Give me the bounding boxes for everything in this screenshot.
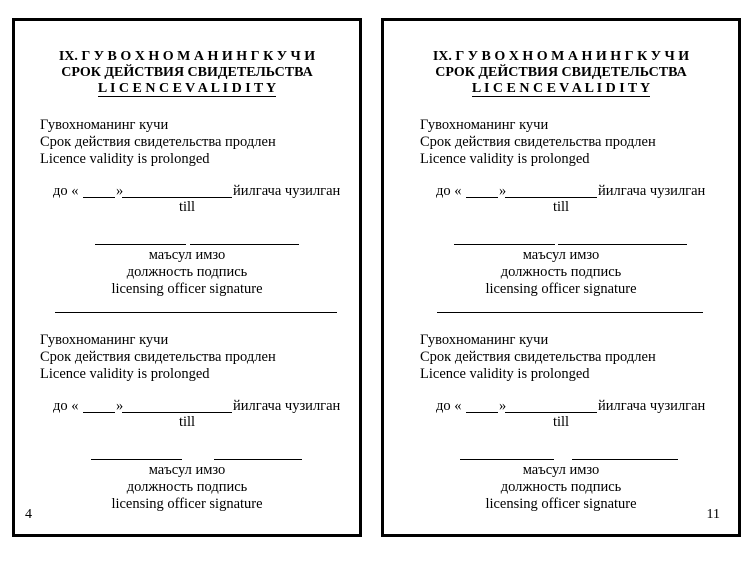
heading-line-uz: IX. Г У В О Х Н О М А Н И Н Г К У Ч И (432, 49, 690, 64)
until-prefix: до « (436, 183, 462, 199)
until-prefix: до « (53, 398, 79, 414)
entry-line-ru: Срок действия свидетельства продлен (420, 134, 656, 150)
position-label-ru: должность подпись (126, 264, 248, 280)
until-mid: » (116, 398, 124, 414)
position-label-ru: должность подпись (126, 479, 248, 495)
till-label: till (552, 414, 570, 430)
signature-field-line[interactable] (214, 459, 302, 460)
month-year-field-line[interactable] (122, 412, 232, 413)
signature-field-line[interactable] (558, 244, 687, 245)
position-field-line[interactable] (454, 244, 555, 245)
entry-line-uz: Гувохноманинг кучи (40, 332, 169, 348)
day-field-line[interactable] (83, 412, 115, 413)
till-label: till (178, 199, 196, 215)
entry-line-uz: Гувохноманинг кучи (420, 332, 549, 348)
section-heading (384, 49, 738, 97)
position-label-uz: маъсул имзо (522, 462, 600, 478)
section-heading (15, 49, 359, 97)
signature-field-line[interactable] (190, 244, 299, 245)
until-mid: » (499, 398, 507, 414)
entry-divider (55, 312, 337, 313)
position-label-en: licensing officer signature (111, 496, 263, 512)
heading-line-uz: IX. Г У В О Х Н О М А Н И Н Г К У Ч И (58, 49, 316, 64)
position-field-line[interactable] (460, 459, 554, 460)
page-number: 4 (25, 507, 32, 522)
entry-line-ru: Срок действия свидетельства продлен (40, 134, 276, 150)
position-field-line[interactable] (91, 459, 182, 460)
month-year-field-line[interactable] (505, 412, 597, 413)
position-label-uz: маъсул имзо (148, 247, 226, 263)
entry-line-ru: Срок действия свидетельства продлен (40, 349, 276, 365)
until-suffix: йилгача чузилган (598, 398, 706, 414)
day-field-line[interactable] (466, 412, 498, 413)
until-prefix: до « (53, 183, 79, 199)
entry-line-en: Licence validity is prolonged (40, 366, 210, 382)
entry-line-en: Licence validity is prolonged (420, 366, 590, 382)
month-year-field-line[interactable] (122, 197, 232, 198)
day-field-line[interactable] (466, 197, 498, 198)
position-label-uz: маъсул имзо (522, 247, 600, 263)
entry-line-uz: Гувохноманинг кучи (40, 117, 169, 133)
left-page (12, 18, 362, 537)
page-number: 11 (706, 507, 720, 522)
heading-line-ru: СРОК ДЕЙСТВИЯ СВИДЕТЕЛЬСТВА (61, 65, 313, 80)
until-suffix: йилгача чузилган (233, 398, 341, 414)
entry-line-ru: Срок действия свидетельства продлен (420, 349, 656, 365)
heading-line-ru: СРОК ДЕЙСТВИЯ СВИДЕТЕЛЬСТВА (435, 65, 687, 80)
position-label-uz: маъсул имзо (148, 462, 226, 478)
till-label: till (552, 199, 570, 215)
position-label-en: licensing officer signature (111, 281, 263, 297)
right-page (381, 18, 741, 537)
heading-line-en: L I C E N C E V A L I D I T Y (97, 81, 277, 96)
entry-divider (437, 312, 703, 313)
till-label: till (178, 414, 196, 430)
until-mid: » (499, 183, 507, 199)
day-field-line[interactable] (83, 197, 115, 198)
until-suffix: йилгача чузилган (598, 183, 706, 199)
signature-field-line[interactable] (572, 459, 678, 460)
position-label-ru: должность подпись (500, 479, 622, 495)
position-field-line[interactable] (95, 244, 186, 245)
heading-line-en: L I C E N C E V A L I D I T Y (471, 81, 651, 96)
until-prefix: до « (436, 398, 462, 414)
position-label-en: licensing officer signature (485, 496, 637, 512)
month-year-field-line[interactable] (505, 197, 597, 198)
position-label-en: licensing officer signature (485, 281, 637, 297)
entry-line-en: Licence validity is prolonged (420, 151, 590, 167)
until-mid: » (116, 183, 124, 199)
entry-line-en: Licence validity is prolonged (40, 151, 210, 167)
entry-line-uz: Гувохноманинг кучи (420, 117, 549, 133)
until-suffix: йилгача чузилган (233, 183, 341, 199)
position-label-ru: должность подпись (500, 264, 622, 280)
